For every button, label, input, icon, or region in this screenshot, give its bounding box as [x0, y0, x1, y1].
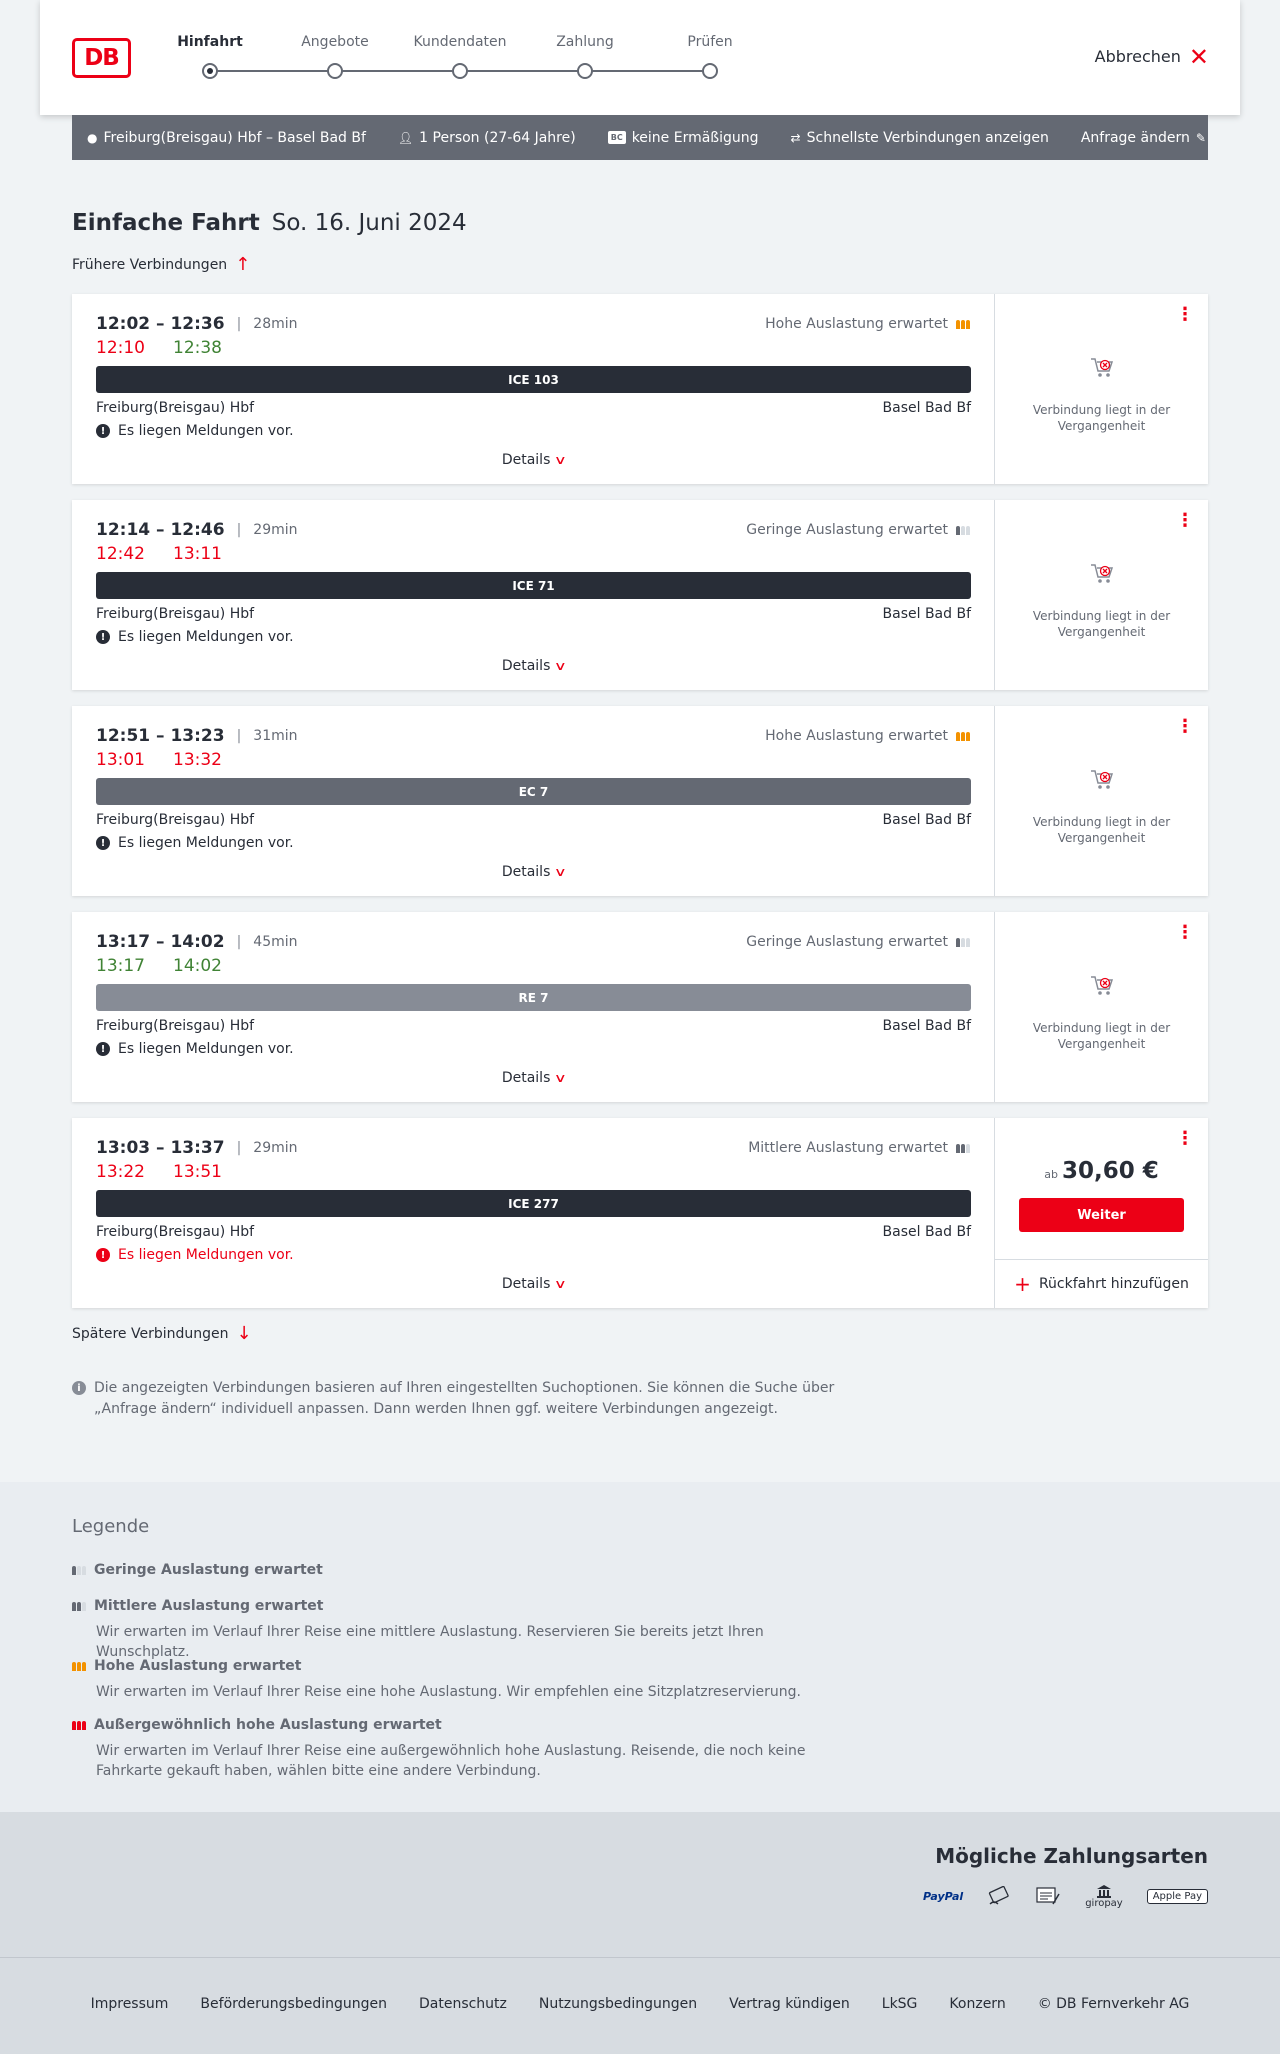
occupancy-label: Hohe Auslastung erwartet [765, 316, 948, 332]
message-text: Es liegen Meldungen vor. [118, 629, 294, 645]
details-label: Details [501, 452, 551, 468]
footer-link-konzern[interactable]: Konzern [949, 1996, 1006, 2012]
occupancy-low-icon [956, 938, 970, 947]
legend-item-title: Geringe Auslastung erwartet [94, 1562, 323, 1578]
train-name: RE 7 [518, 990, 549, 1005]
step-kundendaten [400, 34, 520, 54]
stations [96, 1224, 971, 1240]
duration: 29min [253, 1140, 298, 1156]
details-label: Details [501, 864, 551, 880]
more-options-icon[interactable]: ⋮ [1176, 510, 1194, 531]
connection-offer [995, 706, 1208, 896]
connection-card [72, 912, 1208, 1102]
cart-disabled-icon [995, 562, 1208, 590]
realtime-departure: 13:22 [96, 1162, 145, 1182]
later-label: Spätere Verbindungen [72, 1326, 229, 1342]
details-label: Details [501, 1276, 551, 1292]
duration: 28min [253, 316, 298, 332]
details-toggle[interactable] [72, 452, 995, 468]
payment-title: Mögliche Zahlungsarten [935, 1844, 1208, 1868]
planned-times: 12:14 – 12:46 [96, 520, 225, 540]
db-logo[interactable]: DB [72, 38, 131, 78]
realtime-times [96, 750, 222, 770]
connection-info [72, 706, 995, 896]
occupancy-mid-icon [956, 1144, 970, 1153]
connection-offer [995, 294, 1208, 484]
legend-item-head [72, 1562, 852, 1578]
footer-links [0, 1996, 1280, 2012]
stations [96, 606, 971, 622]
occupancy-label: Hohe Auslastung erwartet [765, 728, 948, 744]
alert-icon: ! [96, 424, 110, 438]
separator: | [236, 728, 242, 744]
train-name: ICE 277 [508, 1196, 559, 1211]
alert-icon: ! [96, 836, 110, 850]
chevron-down-icon: ∨ [554, 1277, 568, 1291]
info-text: Die angezeigten Verbindungen basieren auf Ihren eingestellten Suchoptionen. Sie können die Suche über „Anfrage ändern“ individuell anpassen. Dann werden Ihnen ggf. weitere Verbindungen angezeigt. [94, 1380, 835, 1417]
occupancy-indicator [765, 728, 970, 744]
footer-link-impressum[interactable]: Impressum [90, 1996, 169, 2012]
footer-link-datenschutz[interactable]: Datenschutz [418, 1996, 507, 2012]
occupancy-low-icon [956, 526, 970, 535]
message-text: Es liegen Meldungen vor. [118, 1041, 294, 1057]
separator: | [236, 934, 242, 950]
chevron-down-icon: ∨ [554, 865, 568, 879]
details-label: Details [501, 1070, 551, 1086]
legend-item-desc: Wir erwarten im Verlauf Ihrer Reise eine mittlere Auslastung. Reservieren Sie bereits jetzt Ihren Wunschplatz. [96, 1624, 764, 1660]
bahncard-icon: BC [608, 131, 626, 144]
connection-times [96, 314, 298, 334]
footer-link-lksg[interactable]: LkSG [881, 1996, 918, 2012]
legend-title: Legende [72, 1516, 150, 1537]
train-bar[interactable] [96, 366, 971, 393]
footer-link-nutzungsbedingungen[interactable]: Nutzungsbedingungen [538, 1996, 698, 2012]
paypal-icon: PayPal [923, 1890, 964, 1903]
occupancy-indicator [746, 522, 970, 538]
trip-date: So. 16. Juni 2024 [271, 210, 467, 236]
cancel-label: Abbrechen [1094, 47, 1181, 66]
step-label: Angebote [301, 34, 369, 50]
occupancy-label: Geringe Auslastung erwartet [746, 934, 948, 950]
location-pin-icon: ● [87, 130, 98, 145]
message-text: Es liegen Meldungen vor. [118, 423, 294, 439]
legend-item-head [72, 1658, 852, 1674]
legend-item-title: Außergewöhnlich hohe Auslastung erwartet [94, 1717, 442, 1733]
footer-link-befoerderungsbedingungen[interactable]: Beförderungsbedingungen [200, 1996, 387, 2012]
legend-item-head [72, 1598, 852, 1614]
realtime-departure: 13:17 [96, 956, 145, 976]
past-connection-text: Verbindung liegt in der Vergangenheit [1032, 403, 1171, 433]
step-label: Prüfen [687, 34, 733, 50]
train-bar[interactable] [96, 984, 971, 1011]
realtime-times [96, 338, 222, 358]
departure-station: Freiburg(Breisgau) Hbf [96, 606, 255, 622]
message-notice [96, 835, 294, 851]
person-icon: 👤︎ [397, 130, 414, 145]
price-value: 30,60 € [1061, 1158, 1159, 1184]
step-label: Hinfahrt [177, 34, 243, 50]
separator: | [236, 316, 242, 332]
train-name: EC 7 [518, 784, 549, 799]
departure-station: Freiburg(Breisgau) Hbf [96, 812, 255, 828]
connection-info [72, 500, 995, 690]
legend-item-desc: Wir erwarten im Verlauf Ihrer Reise eine außergewöhnlich hohe Auslastung. Reisende, die noch keine Fahrkarte gekauft haben, wählen bitte eine andere Verbindung. [96, 1743, 806, 1779]
more-options-icon[interactable]: ⋮ [1176, 304, 1194, 325]
message-notice [96, 1041, 294, 1057]
details-label: Details [501, 658, 551, 674]
connection-times [96, 520, 298, 540]
info-icon: i [72, 1381, 86, 1395]
connection-card [72, 706, 1208, 896]
swap-icon: ⇄ [790, 130, 801, 145]
legend-item-title: Mittlere Auslastung erwartet [94, 1598, 324, 1614]
connection-times [96, 932, 298, 952]
realtime-arrival: 13:51 [173, 1162, 222, 1182]
train-name: ICE 103 [508, 372, 559, 387]
footer [0, 1957, 1280, 2054]
change-request-button[interactable] [1081, 130, 1206, 146]
planned-times: 12:51 – 13:23 [96, 726, 225, 746]
summary-discount [608, 130, 759, 146]
arrival-station: Basel Bad Bf [882, 606, 971, 622]
realtime-arrival: 13:32 [173, 750, 222, 770]
legend-item [72, 1562, 852, 1578]
giropay-icon [1085, 1884, 1123, 1909]
legend-item-title: Hohe Auslastung erwartet [94, 1658, 302, 1674]
chevron-down-icon: ∨ [554, 453, 568, 467]
connection-info [72, 912, 995, 1102]
realtime-arrival: 14:02 [173, 956, 222, 976]
later-connections-link[interactable] [72, 1323, 252, 1344]
cart-disabled-icon [995, 356, 1208, 384]
past-connection-text: Verbindung liegt in der Vergangenheit [1032, 609, 1171, 639]
connection-times [96, 726, 298, 746]
arrival-station: Basel Bad Bf [882, 1018, 971, 1034]
message-notice [96, 629, 294, 645]
train-bar[interactable] [96, 572, 971, 599]
more-options-icon[interactable]: ⋮ [1176, 716, 1194, 737]
message-notice [96, 1247, 294, 1263]
details-toggle[interactable] [72, 864, 995, 880]
legend-item-desc: Wir erwarten im Verlauf Ihrer Reise eine hohe Auslastung. Wir empfehlen eine Sitzplatzreservierung. [96, 1684, 801, 1700]
progress-stepper [170, 34, 750, 84]
arrival-station: Basel Bad Bf [882, 1224, 971, 1240]
connection-offer [995, 500, 1208, 690]
connection-offer [995, 912, 1208, 1102]
departure-station: Freiburg(Breisgau) Hbf [96, 1018, 255, 1034]
step-dot [702, 63, 718, 79]
occupancy-high-icon [72, 1662, 86, 1671]
step-angebote [275, 34, 395, 54]
planned-times: 12:02 – 12:36 [96, 314, 225, 334]
stations [96, 1018, 971, 1034]
step-zahlung [525, 34, 645, 54]
stations [96, 812, 971, 828]
apple-pay-icon: Apple Pay [1147, 1889, 1208, 1904]
arrow-down-icon: ↓ [236, 1323, 252, 1344]
duration: 45min [253, 934, 298, 950]
summary-discount-text: keine Ermäßigung [631, 129, 759, 146]
realtime-times [96, 956, 222, 976]
planned-times: 13:17 – 14:02 [96, 932, 225, 952]
sepa-direct-debit-icon [1035, 1886, 1061, 1908]
separator: | [236, 1140, 242, 1156]
details-toggle[interactable] [72, 1070, 995, 1086]
step-dot [452, 63, 468, 79]
duration: 29min [253, 522, 298, 538]
arrival-station: Basel Bad Bf [882, 812, 971, 828]
connection-card [72, 294, 1208, 484]
giropay-label: giropay [1085, 1898, 1123, 1909]
summary-fastest-text: Schnellste Verbindungen anzeigen [806, 129, 1049, 146]
summary-route [87, 130, 366, 146]
occupancy-indicator [748, 1140, 970, 1156]
pencil-icon: ✎ [1195, 130, 1206, 145]
arrival-station: Basel Bad Bf [882, 400, 971, 416]
realtime-departure: 12:42 [96, 544, 145, 564]
separator: | [236, 522, 242, 538]
stations [96, 400, 971, 416]
realtime-arrival: 13:11 [173, 544, 222, 564]
info-notice [72, 1378, 852, 1420]
more-options-icon[interactable]: ⋮ [1176, 922, 1194, 943]
earlier-connections-link[interactable] [72, 254, 251, 275]
continue-button[interactable]: Weiter [1019, 1198, 1184, 1232]
message-text: Es liegen Meldungen vor. [118, 1247, 294, 1263]
search-summary-bar [72, 115, 1208, 160]
cart-disabled-icon [995, 974, 1208, 1002]
connection-offer [995, 1118, 1208, 1308]
summary-passengers-text: 1 Person (27-64 Jahre) [419, 129, 576, 146]
legend-item [72, 1658, 852, 1702]
occupancy-high-icon [956, 732, 970, 741]
page-title [72, 210, 467, 236]
occupancy-high-icon [956, 320, 970, 329]
alert-icon: ! [96, 1248, 110, 1262]
past-connection-text: Verbindung liegt in der Vergangenheit [1032, 815, 1171, 845]
step-hinfahrt [150, 34, 270, 54]
earlier-label: Frühere Verbindungen [72, 257, 228, 273]
more-options-icon[interactable]: ⋮ [1176, 1128, 1194, 1149]
chevron-down-icon: ∨ [554, 1071, 568, 1085]
connection-info [72, 1118, 995, 1308]
details-toggle[interactable] [72, 1276, 995, 1292]
cart-disabled-icon [995, 768, 1208, 796]
realtime-departure: 12:10 [96, 338, 145, 358]
plus-icon: + [1014, 1272, 1031, 1296]
legend [0, 1482, 1280, 1812]
train-bar[interactable] [96, 1190, 971, 1217]
occupancy-very-high-icon [72, 1721, 86, 1730]
legend-item [72, 1717, 852, 1781]
price [995, 1158, 1208, 1184]
duration: 31min [253, 728, 298, 744]
change-request-label: Anfrage ändern [1080, 129, 1190, 146]
realtime-departure: 13:01 [96, 750, 145, 770]
departure-station: Freiburg(Breisgau) Hbf [96, 400, 255, 416]
connection-info [72, 294, 995, 484]
step-dot [327, 63, 343, 79]
details-toggle[interactable] [72, 658, 995, 674]
step-dot [202, 63, 218, 79]
close-icon: ✕ [1188, 42, 1209, 71]
connection-card [72, 1118, 1208, 1308]
occupancy-mid-icon [72, 1602, 86, 1611]
trip-type: Einfache Fahrt [72, 210, 260, 236]
alert-icon: ! [96, 1042, 110, 1056]
arrow-up-icon: ↑ [235, 254, 251, 275]
step-pruefen [650, 34, 770, 54]
message-notice [96, 423, 294, 439]
summary-route-text: Freiburg(Breisgau) Hbf – Basel Bad Bf [103, 129, 366, 146]
departure-station: Freiburg(Breisgau) Hbf [96, 1224, 255, 1240]
realtime-times [96, 1162, 222, 1182]
payment-icons [923, 1884, 1208, 1909]
credit-card-icon [987, 1886, 1011, 1908]
realtime-times [96, 544, 222, 564]
add-return-button[interactable] [995, 1259, 1208, 1308]
chevron-down-icon: ∨ [554, 659, 568, 673]
legend-item [72, 1598, 852, 1662]
step-label: Zahlung [556, 34, 614, 50]
add-return-label: Rückfahrt hinzufügen [1038, 1276, 1189, 1292]
message-text: Es liegen Meldungen vor. [118, 835, 294, 851]
realtime-arrival: 12:38 [173, 338, 222, 358]
price-prefix: ab [1044, 1168, 1058, 1181]
train-name: ICE 71 [512, 578, 555, 593]
footer-link-vertrag-kuendigen[interactable]: Vertrag kündigen [729, 1996, 850, 2012]
train-bar[interactable] [96, 778, 971, 805]
alert-icon: ! [96, 630, 110, 644]
step-dot [577, 63, 593, 79]
header [40, 0, 1240, 115]
connection-times [96, 1138, 298, 1158]
step-label: Kundendaten [413, 34, 507, 50]
past-connection-text: Verbindung liegt in der Vergangenheit [1032, 1021, 1171, 1051]
planned-times: 13:03 – 13:37 [96, 1138, 225, 1158]
cancel-button[interactable] [1094, 42, 1209, 71]
occupancy-indicator [746, 934, 970, 950]
connection-card [72, 500, 1208, 690]
footer-copyright: © DB Fernverkehr AG [1037, 1996, 1190, 2012]
occupancy-indicator [765, 316, 970, 332]
summary-fastest [791, 130, 1049, 146]
occupancy-label: Geringe Auslastung erwartet [746, 522, 948, 538]
occupancy-low-icon [72, 1566, 86, 1575]
legend-item-head [72, 1717, 852, 1733]
summary-passengers [398, 130, 576, 146]
occupancy-label: Mittlere Auslastung erwartet [748, 1140, 948, 1156]
payment-methods [0, 1812, 1280, 1957]
